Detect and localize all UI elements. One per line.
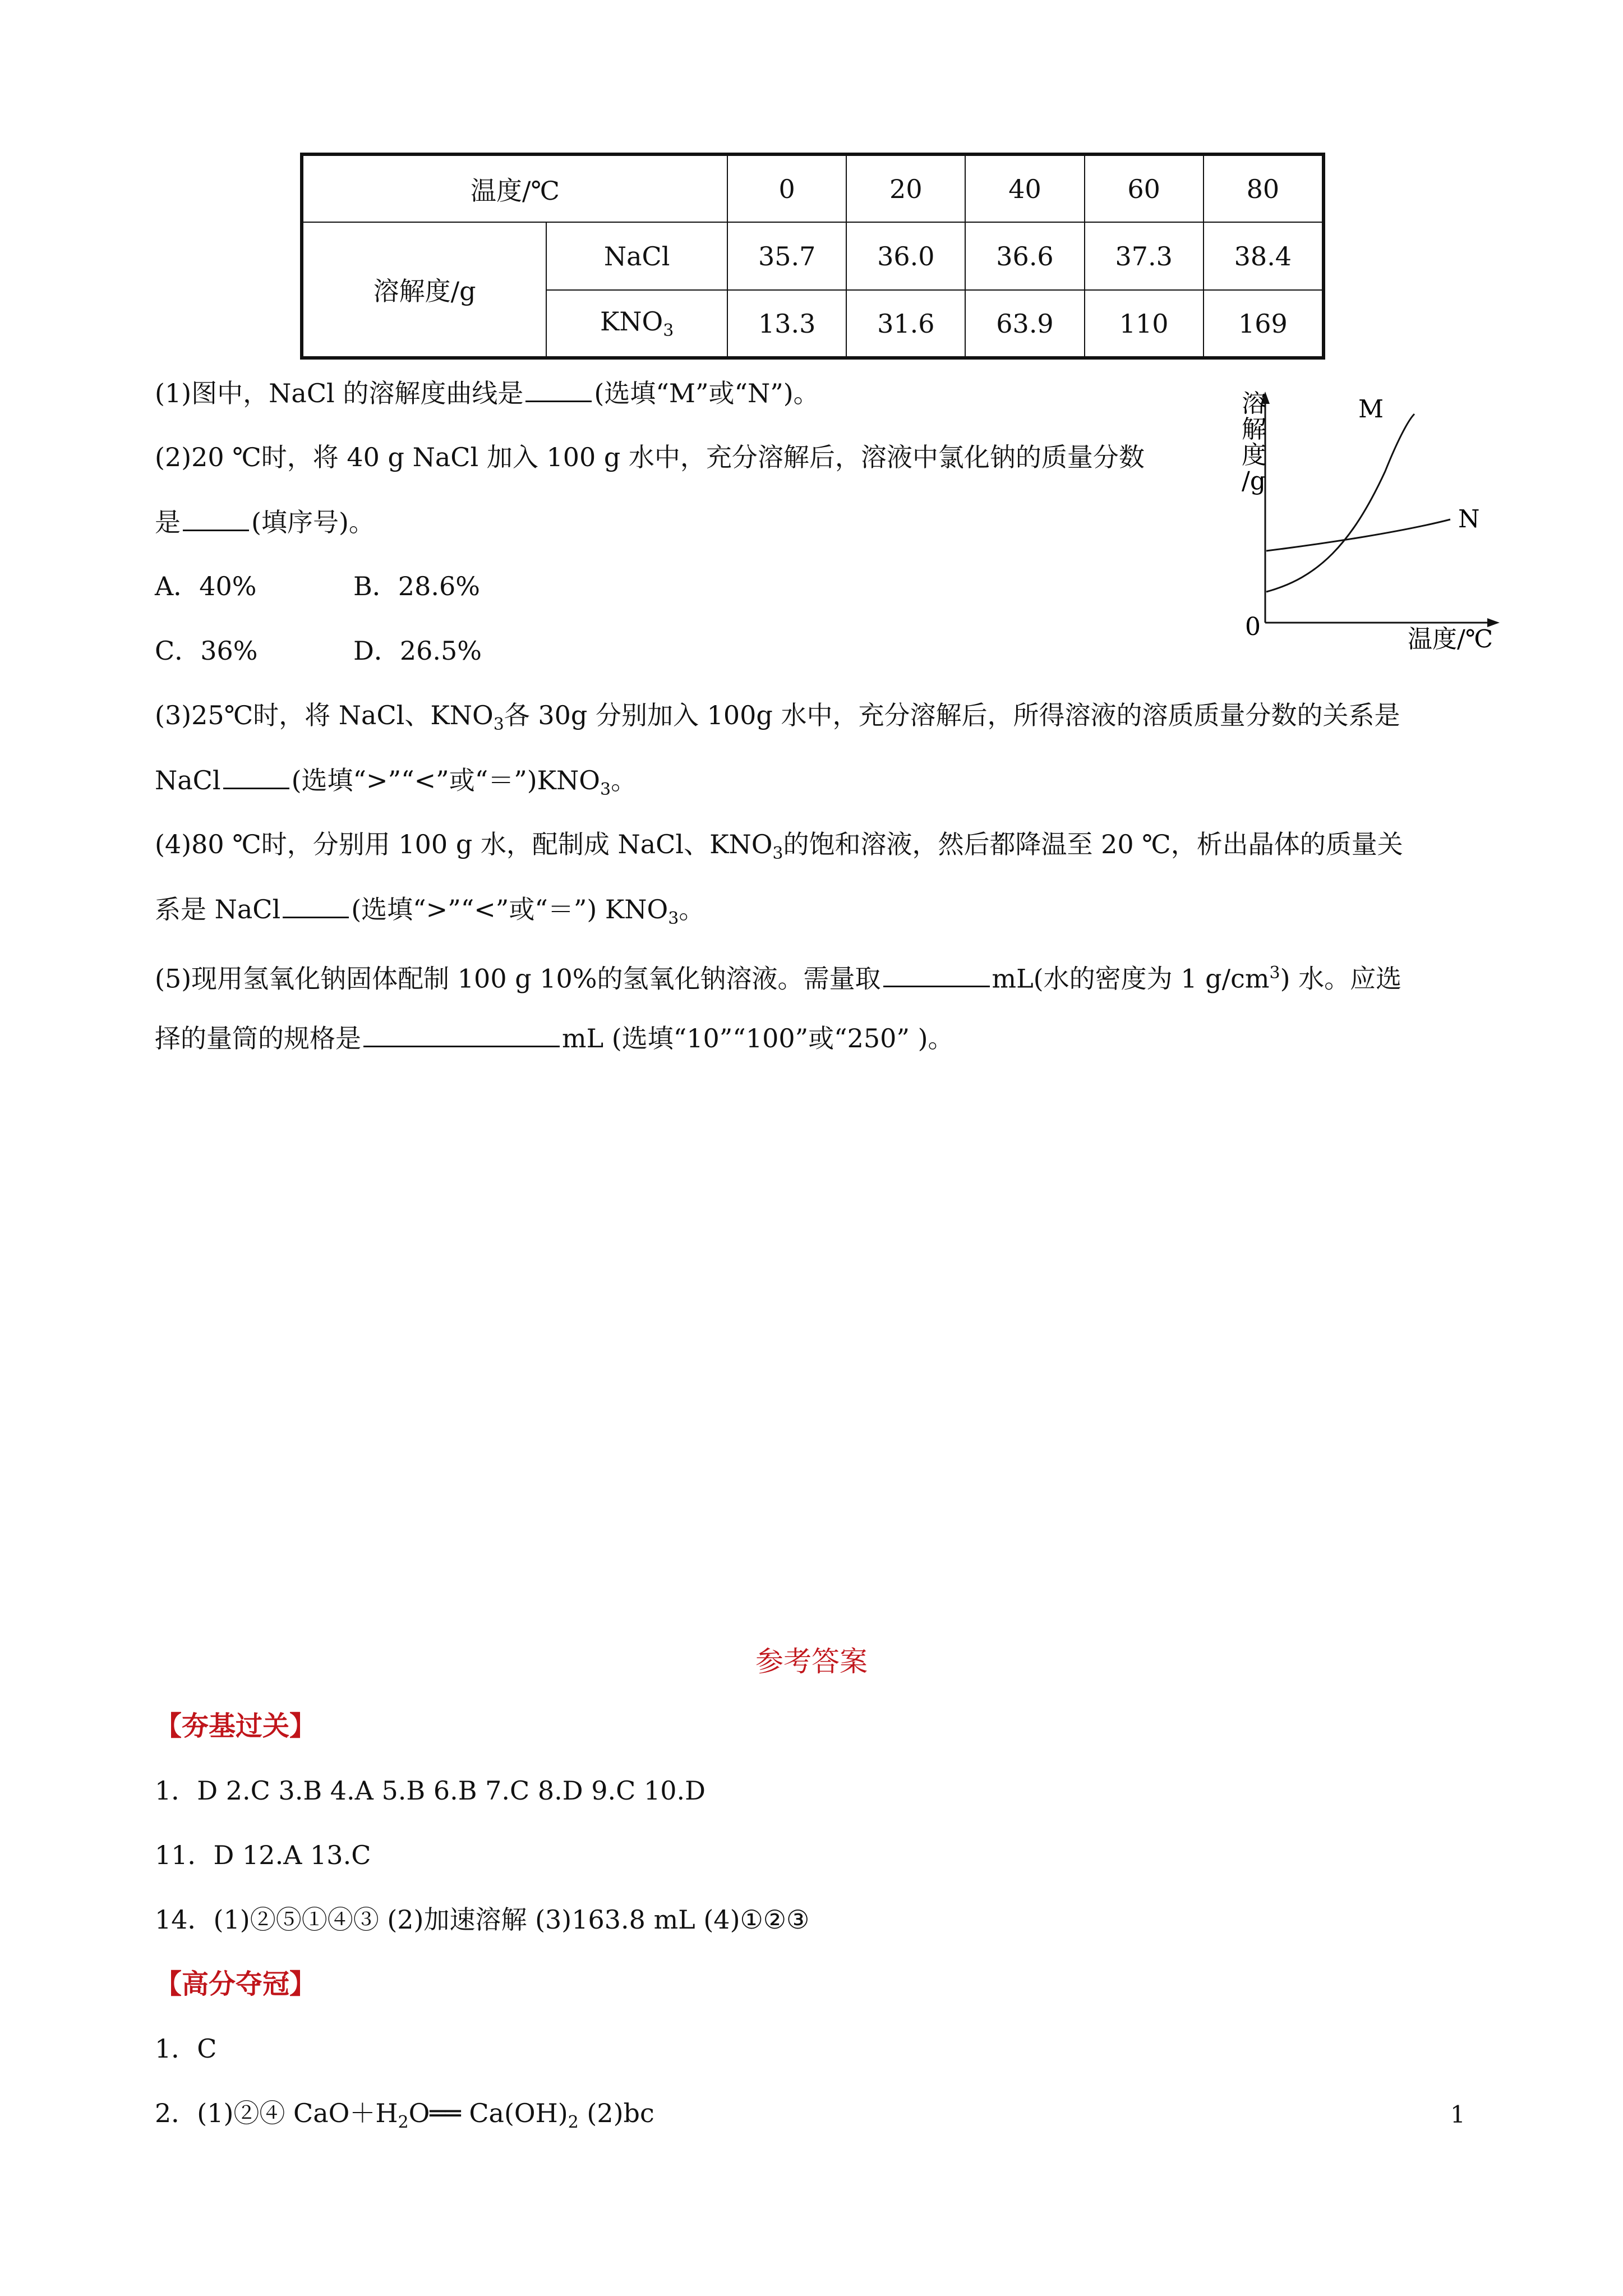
temp-cell: 60 [1085, 154, 1204, 222]
answer-line: 11．D 12.A 13.C [155, 1840, 371, 1870]
substance-kno3: $KNO_3$ [546, 290, 727, 358]
answer-line: 1．D 2.C 3.B 4.A 5.B 6.B 7.C 8.D 9.C 10.D [155, 1775, 706, 1806]
table-cell: 37.3 [1085, 222, 1204, 290]
answer-blank [283, 891, 349, 918]
table-cell: 63.9 [965, 290, 1084, 358]
section-basic-heading: 【夯基过关】 [155, 1710, 317, 1742]
question-4-cont: 系是 NaCl (选填“>”“<”或“＝”) $KNO_3$。 [155, 891, 704, 937]
table-cell: 38.4 [1204, 222, 1324, 290]
y-label-char: 度 [1242, 441, 1266, 470]
table-cell: 31.6 [846, 290, 965, 358]
curve-n [1266, 519, 1450, 551]
answer-blank [223, 762, 289, 789]
y-label-char: 解 [1242, 415, 1266, 444]
answer-blank [363, 1020, 560, 1047]
table-cell: 13.3 [727, 290, 846, 358]
curve-n-label: N [1458, 505, 1480, 533]
table-cell: 169 [1204, 290, 1324, 358]
answer-blank [883, 960, 990, 987]
temp-cell: 80 [1204, 154, 1324, 222]
solubility-label: 溶解度/g [302, 222, 546, 358]
option-c: C．36% [155, 636, 258, 666]
option-b: B．28.6% [353, 571, 480, 601]
answer-line: 2．(1)②④ $CaO+H_2O══$ $Ca(OH)_2$ (2)bc [155, 2098, 654, 2133]
option-a: A．40% [155, 571, 257, 601]
answer-blank [525, 375, 592, 402]
temp-cell: 20 [846, 154, 965, 222]
answer-line: 1．C [155, 2033, 217, 2064]
solubility-curve-graph [1217, 387, 1520, 656]
question-2-cont: 是 (填序号)。 [155, 504, 375, 540]
table-cell: 35.7 [727, 222, 846, 290]
question-3: (3)25℃时，将 NaCl、$KNO_3$各 30g 分别加入 100g 水中，充分溶解后，所得溶液的溶质质量分数的关系是 [155, 700, 1400, 735]
question-5: (5)现用氢氧化钠固体配制 100 g 10%的氢氧化钠溶液。需量取 mL(水的密度为 1 $g/cm^3$) 水。应选 [155, 955, 1401, 996]
page-number: 1 [1450, 2101, 1465, 2128]
question-1: (1)图中，NaCl 的溶解度曲线是 (选填“M”或“N”)。 [155, 375, 819, 411]
temperature-header: 温度/℃ [302, 154, 727, 222]
table-cell: 110 [1085, 290, 1204, 358]
curve-m-label: M [1358, 395, 1384, 424]
question-2: (2)20 ℃时，将 40 g NaCl 加入 100 g 水中，充分溶解后，溶液中氯化钠的质量分数 [155, 442, 1145, 472]
substance-nacl: NaCl [546, 222, 727, 290]
question-4: (4)80 ℃时，分别用 100 g 水，配制成 NaCl、$KNO_3$的饱和溶液，然后都降温至 20 ℃，析出晶体的质量关 [155, 829, 1403, 864]
x-axis-label: 温度/℃ [1408, 625, 1493, 654]
question-3-cont: NaCl (选填“>”“<”或“$=”)KNO_3$。 [155, 762, 637, 808]
table-cell: 36.0 [846, 222, 965, 290]
section-advanced-heading: 【高分夺冠】 [155, 1968, 317, 2000]
answer-key-title: 参考答案 [755, 1645, 868, 1678]
origin-label: 0 [1245, 613, 1261, 641]
temp-cell: 0 [727, 154, 846, 222]
solubility-table [300, 153, 1325, 360]
temp-cell: 40 [965, 154, 1084, 222]
answer-blank [183, 504, 249, 531]
answer-line: 14．(1)②⑤①④③ (2)加速溶解 (3)163.8 mL (4)①②③ [155, 1904, 810, 1935]
option-d: D．26.5% [353, 636, 482, 666]
y-label-char: /g [1242, 467, 1266, 495]
y-label-char: 溶 [1242, 389, 1266, 418]
question-5-cont: 择的量筒的规格是 mL (选填“10”“100”或“250” )。 [155, 1020, 954, 1056]
table-cell: 36.6 [965, 222, 1084, 290]
curve-m [1266, 414, 1414, 592]
